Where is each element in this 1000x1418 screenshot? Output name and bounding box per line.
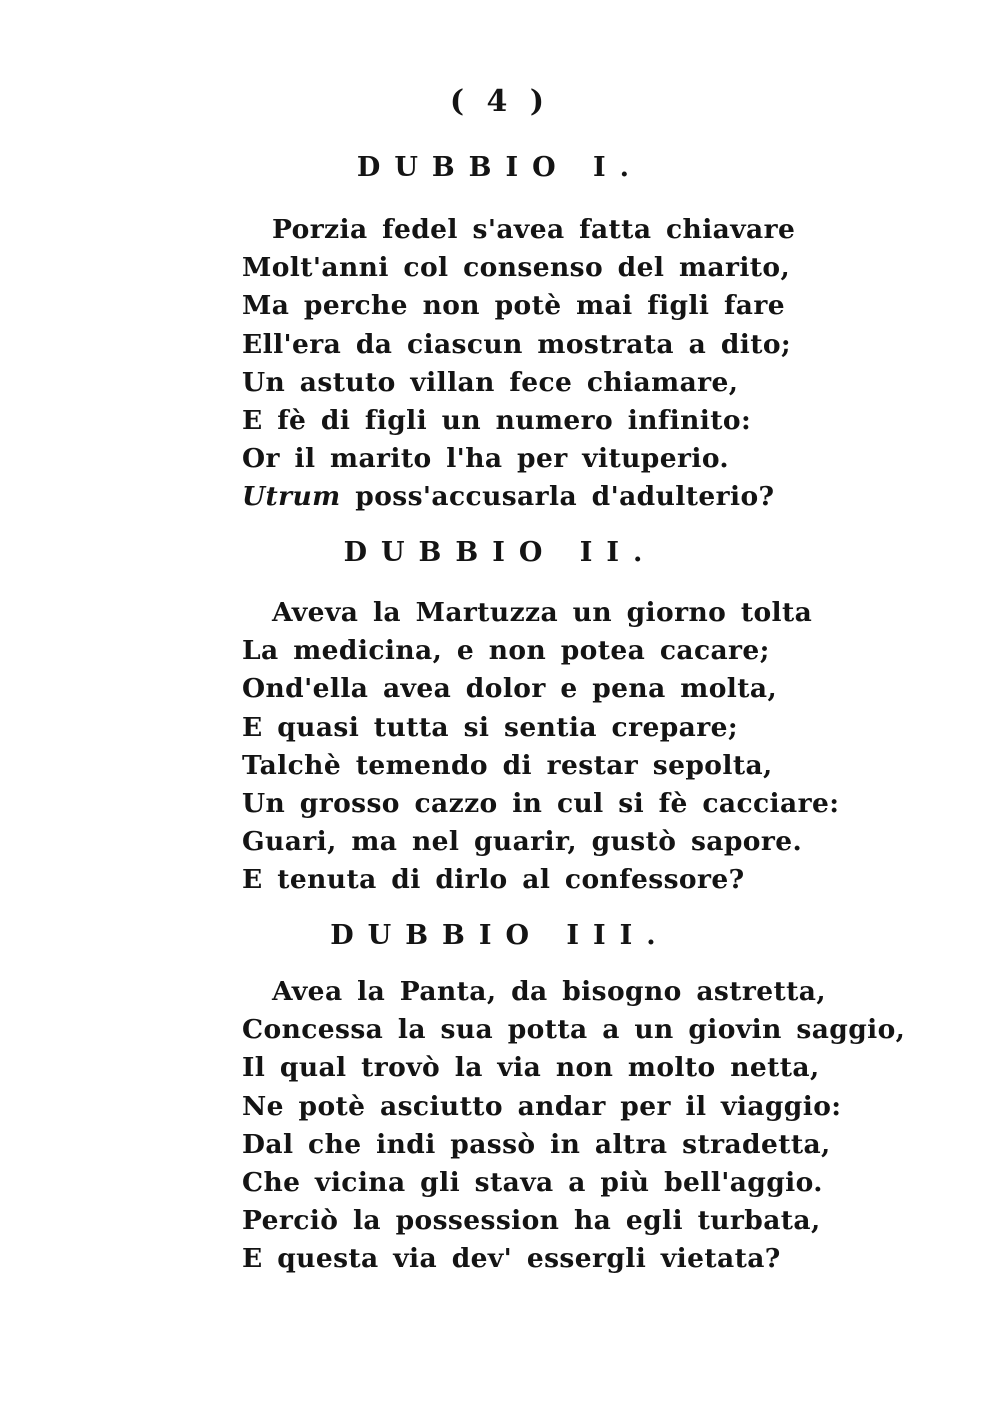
verse-line: Talchè temendo di restar sepolta, (242, 749, 773, 781)
verse-line: E fè di figli un numero infinito: (242, 404, 752, 436)
verse-line: Concessa la sua potta a un giovin saggio, (242, 1014, 906, 1046)
stanza (242, 211, 802, 517)
section-heading: DUBBIO I. (356, 152, 644, 183)
verse-line: La medicina, e non potea cacare; (242, 635, 770, 667)
verse-line: Aveva la Martuzza un giorno tolta (272, 597, 813, 628)
verse-line: E quasi tutta si sentia crepare; (242, 711, 739, 743)
verse-line: Dal che indi passò in altra stradetta, (242, 1128, 831, 1160)
stanza (242, 973, 906, 1279)
verse-line-text: poss'accusarla d'adulterio? (355, 481, 775, 513)
verse-line: Molt'anni col consenso del marito, (242, 252, 791, 284)
stanza (242, 594, 840, 900)
section-heading: DUBBIO II. (343, 537, 657, 568)
verse-line: E tenuta di dirlo al confessore? (242, 864, 745, 896)
verse-line: Avea la Panta, da bisogno astretta, (272, 976, 826, 1007)
italic-word: Utrum (242, 481, 341, 513)
section-heading: DUBBIO III. (330, 920, 670, 951)
verse-line: Un grosso cazzo in cul si fè cacciare: (242, 787, 840, 819)
verse-line: Un astuto villan fece chiamare, (242, 366, 739, 398)
verse-line: Perciò la possession ha egli turbata, (242, 1205, 821, 1237)
verse-line: Il qual trovò la via non molto netta, (242, 1052, 820, 1084)
page-number: ( 4 ) (449, 84, 551, 119)
verse-line: E questa via dev' essergli vietata? (242, 1243, 781, 1275)
verse-line: Ne potè asciutto andar per il viaggio: (242, 1090, 842, 1122)
verse-line: Che vicina gli stava a più bell'aggio. (242, 1166, 823, 1198)
verse-line (242, 478, 802, 516)
verse-line: Porzia fedel s'avea fatta chiavare (272, 214, 796, 245)
verse-line: Ell'era da ciascun mostrata a dito; (242, 328, 792, 360)
verse-line: Ond'ella avea dolor e pena molta, (242, 673, 778, 705)
verse-line: Or il marito l'ha per vituperio. (242, 443, 730, 475)
verse-line: Ma perche non potè mai figli fare (242, 290, 785, 322)
verse-line: Guari, ma nel guarir, gustò sapore. (242, 826, 803, 858)
